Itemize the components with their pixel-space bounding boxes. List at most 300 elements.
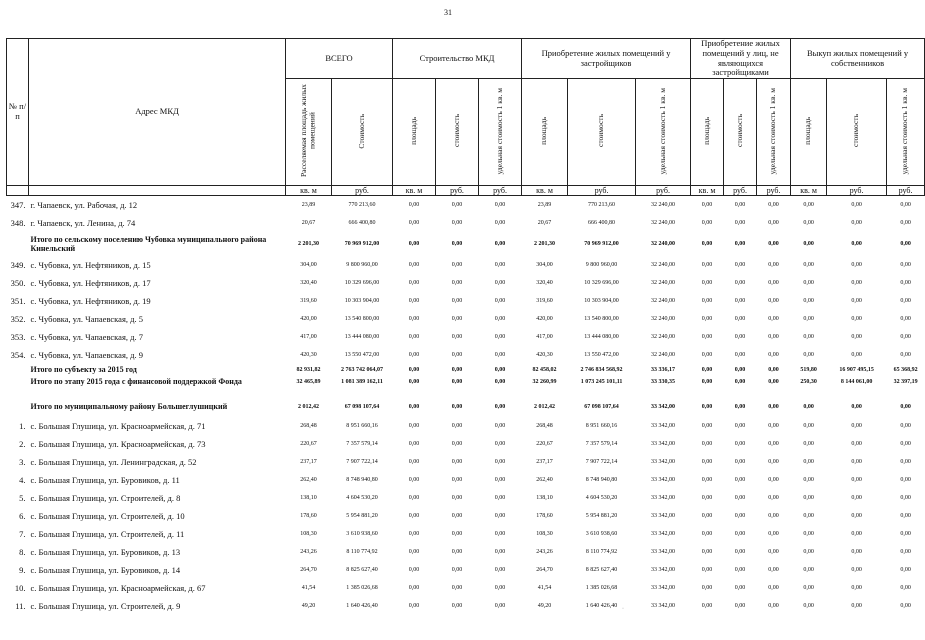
subheader-cost: стоимость xyxy=(568,79,636,186)
row-number: 8. xyxy=(19,547,26,558)
row-value: 0,00 xyxy=(734,202,746,209)
row-value: 0,00 xyxy=(768,513,779,520)
table-row xyxy=(7,417,925,435)
row-value: 70 969 912,00 xyxy=(584,241,619,248)
col-header-address: Адрес МКД xyxy=(29,39,286,186)
row-value: 0,00 xyxy=(734,549,746,556)
row-value: 108,30 xyxy=(536,531,553,538)
row-value: 0,00 xyxy=(494,404,506,411)
row-value: 32 240,00 xyxy=(651,220,676,227)
row-value: 65 368,92 xyxy=(893,367,918,374)
row-value: 23,89 xyxy=(537,202,552,209)
unit-label: руб. xyxy=(568,186,636,196)
row-value: 82 931,82 xyxy=(296,367,321,374)
row-value: 2 012,42 xyxy=(298,404,319,411)
subheader-area: площадь xyxy=(393,79,436,186)
row-value: 0,00 xyxy=(701,495,713,502)
row-value: 0,00 xyxy=(900,298,911,305)
row-value: 0,00 xyxy=(494,262,506,269)
scan-mark: · xyxy=(622,606,624,612)
row-value: 0,00 xyxy=(900,603,911,610)
unit-label: руб. xyxy=(887,186,925,196)
page-number: 31 xyxy=(444,8,452,17)
row-value: 0,00 xyxy=(851,603,862,610)
row-address: Итого по этапу 2015 года с финансовой поддержкой Фонда xyxy=(30,377,242,387)
row-value: 13 550 472,00 xyxy=(584,352,619,359)
table-row xyxy=(7,292,925,310)
row-value: 0,00 xyxy=(701,241,713,248)
group-header-purchase-non-developers: Приобретение жилых помещений у лиц, не являющихся застройщиками xyxy=(691,39,791,79)
unit-label: кв. м xyxy=(522,186,568,196)
row-number: 3. xyxy=(19,457,26,468)
group-header-total: ВСЕГО xyxy=(286,39,393,79)
row-value: 33 342,00 xyxy=(651,531,676,538)
row-number: 350. xyxy=(10,278,26,289)
row-value: 0,00 xyxy=(734,423,746,430)
row-value: 0,00 xyxy=(734,404,746,411)
row-value: 33 330,35 xyxy=(651,379,676,386)
row-value: 33 342,00 xyxy=(651,495,676,502)
row-value: 0,00 xyxy=(451,316,463,323)
row-address: с. Большая Глушица, ул. Буровиков, д. 11 xyxy=(30,475,180,486)
row-value: 0,00 xyxy=(701,567,713,574)
row-value: 0,00 xyxy=(494,334,506,341)
row-value: 0,00 xyxy=(803,241,814,248)
row-value: 0,00 xyxy=(408,367,420,374)
row-value: 0,00 xyxy=(494,567,506,574)
row-value: 33 342,00 xyxy=(651,549,676,556)
row-value: 0,00 xyxy=(494,585,506,592)
row-value: 0,00 xyxy=(803,585,814,592)
row-value: 0,00 xyxy=(494,367,506,374)
subheader-area: площадь xyxy=(791,79,827,186)
row-value: 0,00 xyxy=(803,298,814,305)
row-value: 0,00 xyxy=(701,220,713,227)
row-value: 417,00 xyxy=(536,334,553,341)
row-value: 0,00 xyxy=(768,423,779,430)
row-number: 4. xyxy=(19,475,26,486)
row-value: 0,00 xyxy=(900,316,911,323)
row-value: 0,00 xyxy=(851,404,862,411)
row-value: 0,00 xyxy=(494,441,506,448)
row-value: 420,00 xyxy=(536,316,553,323)
row-value: 0,00 xyxy=(768,334,779,341)
row-value: 0,00 xyxy=(451,567,463,574)
subheader-total-cost: Стоимость xyxy=(332,79,393,186)
row-number: 347. xyxy=(10,200,26,211)
row-value: 237,17 xyxy=(300,459,317,466)
row-value: 0,00 xyxy=(734,585,746,592)
row-value: 0,00 xyxy=(900,549,911,556)
row-value: 10 329 696,00 xyxy=(584,280,619,287)
row-value: 8 110 774,92 xyxy=(585,549,618,556)
row-value: 0,00 xyxy=(734,567,746,574)
row-value: 13 444 080,00 xyxy=(344,334,380,341)
row-value: 0,00 xyxy=(900,334,911,341)
row-value: 82 458,02 xyxy=(532,367,557,374)
row-value: 0,00 xyxy=(768,549,779,556)
row-value: 1 385 026,68 xyxy=(346,585,378,592)
row-value: 0,00 xyxy=(494,423,506,430)
row-value: 0,00 xyxy=(734,441,746,448)
row-number: 9. xyxy=(19,565,26,576)
row-address: с. Чубовка, ул. Нефтяников, д. 15 xyxy=(30,260,151,271)
row-value: 0,00 xyxy=(900,202,911,209)
row-value: 0,00 xyxy=(701,603,713,610)
table-row xyxy=(7,597,925,615)
row-value: 2 012,42 xyxy=(534,404,556,411)
row-value: 32 240,00 xyxy=(651,352,676,359)
row-value: 0,00 xyxy=(803,423,814,430)
row-value: 8 951 660,16 xyxy=(346,423,378,430)
row-value: 0,00 xyxy=(900,477,911,484)
row-value: 33 342,00 xyxy=(651,441,676,448)
row-value: 0,00 xyxy=(851,459,862,466)
row-value: 0,00 xyxy=(701,441,713,448)
row-value: 0,00 xyxy=(494,298,506,305)
unit-blank xyxy=(29,186,286,196)
row-value: 0,00 xyxy=(408,262,420,269)
subheader-unit-cost: удельная стоимость 1 кв. м xyxy=(636,79,691,186)
row-value: 0,00 xyxy=(803,495,814,502)
row-value: 0,00 xyxy=(494,513,506,520)
table-row xyxy=(7,274,925,292)
row-value: 0,00 xyxy=(701,404,713,411)
row-value: 0,00 xyxy=(701,585,713,592)
row-value: 0,00 xyxy=(494,352,506,359)
row-value: 0,00 xyxy=(408,459,420,466)
row-value: 0,00 xyxy=(451,531,463,538)
row-value: 32 465,89 xyxy=(296,379,321,386)
row-value: 0,00 xyxy=(851,585,862,592)
row-value: 770 213,60 xyxy=(588,202,616,209)
row-value: 0,00 xyxy=(408,298,420,305)
row-value: 0,00 xyxy=(851,477,862,484)
row-value: 0,00 xyxy=(494,316,506,323)
group-header-buyout-owners: Выкуп жилых помещений у собственников xyxy=(791,39,925,79)
row-value: 0,00 xyxy=(451,495,463,502)
row-value: 0,00 xyxy=(900,567,911,574)
row-value: 0,00 xyxy=(900,495,911,502)
row-value: 0,00 xyxy=(701,459,713,466)
row-value: 0,00 xyxy=(803,316,814,323)
row-value: 0,00 xyxy=(803,404,814,411)
row-value: 0,00 xyxy=(900,241,911,248)
unit-blank xyxy=(7,186,29,196)
row-value: 0,00 xyxy=(408,603,420,610)
row-address: Итого по сельскому поселению Чубовка муниципального района Кинельский xyxy=(30,234,267,254)
row-value: 32 260,99 xyxy=(532,379,557,386)
row-value: 1 073 245 101,11 xyxy=(580,379,623,386)
row-value: 320,40 xyxy=(300,280,317,287)
row-value: 16 907 495,15 xyxy=(839,367,874,374)
unit-label: руб. xyxy=(479,186,522,196)
row-value: 13 540 800,00 xyxy=(584,316,619,323)
row-value: 178,60 xyxy=(536,513,553,520)
row-value: 33 342,00 xyxy=(651,459,676,466)
subheader-unit-cost: удельная стоимость 1 кв. м xyxy=(479,79,522,186)
row-value: 0,00 xyxy=(851,202,862,209)
row-value: 0,00 xyxy=(734,459,746,466)
unit-label: руб. xyxy=(724,186,757,196)
row-value: 0,00 xyxy=(451,549,463,556)
row-value: 10 329 696,00 xyxy=(344,280,380,287)
table-body xyxy=(7,196,925,616)
row-value: 3 610 938,60 xyxy=(346,531,378,538)
row-value: 0,00 xyxy=(803,459,814,466)
row-value: 0,00 xyxy=(494,603,506,610)
row-value: 268,48 xyxy=(536,423,553,430)
row-value: 0,00 xyxy=(701,334,713,341)
row-value: 0,00 xyxy=(734,262,746,269)
row-value: 0,00 xyxy=(734,280,746,287)
subheader-unit-cost: удельная стоимость 1 кв. м xyxy=(757,79,791,186)
row-value: 0,00 xyxy=(408,585,420,592)
row-value: 1 640 426,40 xyxy=(346,603,378,610)
row-number: 11. xyxy=(15,601,26,612)
row-value: 33 342,00 xyxy=(651,513,676,520)
row-value: 0,00 xyxy=(734,495,746,502)
row-value: 0,00 xyxy=(494,220,506,227)
row-value: 8 748 940,80 xyxy=(346,477,378,484)
row-value: 32 240,00 xyxy=(651,334,676,341)
row-value: 33 342,00 xyxy=(651,423,676,430)
unit-label: кв. м xyxy=(691,186,724,196)
row-value: 32 240,00 xyxy=(651,202,676,209)
row-value: 0,00 xyxy=(451,298,463,305)
row-value: 0,00 xyxy=(408,404,420,411)
row-number: 5. xyxy=(19,493,26,504)
row-value: 0,00 xyxy=(851,423,862,430)
row-value: 138,10 xyxy=(536,495,553,502)
table-row xyxy=(7,561,925,579)
row-value: 32 397,19 xyxy=(893,379,918,386)
row-value: 319,60 xyxy=(536,298,553,305)
row-value: 8 825 627,40 xyxy=(585,567,618,574)
row-value: 41,54 xyxy=(301,585,316,592)
row-value: 0,00 xyxy=(851,334,862,341)
row-value: 9 800 960,00 xyxy=(585,262,618,269)
row-value: 0,00 xyxy=(701,423,713,430)
row-value: 0,00 xyxy=(451,334,463,341)
row-value: 0,00 xyxy=(494,549,506,556)
row-value: 0,00 xyxy=(701,477,713,484)
row-address: г. Чапаевск, ул. Рабочая, д. 12 xyxy=(30,200,138,211)
row-value: 0,00 xyxy=(803,334,814,341)
row-value: 0,00 xyxy=(451,423,463,430)
row-value: 0,00 xyxy=(408,549,420,556)
subheader-area: площадь xyxy=(522,79,568,186)
row-value: 0,00 xyxy=(768,280,779,287)
row-value: 0,00 xyxy=(768,202,779,209)
row-value: 32 240,00 xyxy=(651,298,676,305)
row-value: 0,00 xyxy=(900,585,911,592)
row-value: 0,00 xyxy=(851,220,862,227)
row-value: 0,00 xyxy=(494,379,506,386)
row-value: 0,00 xyxy=(701,262,713,269)
row-value: 0,00 xyxy=(408,423,420,430)
row-value: 0,00 xyxy=(734,379,746,386)
row-value: 220,67 xyxy=(536,441,553,448)
row-value: 0,00 xyxy=(408,495,420,502)
row-value: 0,00 xyxy=(768,585,779,592)
row-value: 0,00 xyxy=(768,262,779,269)
row-value: 7 907 722,14 xyxy=(585,459,618,466)
total-row xyxy=(7,397,925,417)
row-value: 2 201,30 xyxy=(534,241,556,248)
row-value: 0,00 xyxy=(451,477,463,484)
row-value: 0,00 xyxy=(494,495,506,502)
row-value: 13 550 472,00 xyxy=(344,352,380,359)
row-address: с. Большая Глушица, ул. Строителей, д. 8 xyxy=(30,493,181,504)
row-value: 2 763 742 064,07 xyxy=(341,367,383,374)
table-row xyxy=(7,489,925,507)
row-value: 32 240,00 xyxy=(651,316,676,323)
row-value: 0,00 xyxy=(451,603,463,610)
row-value: 0,00 xyxy=(408,220,420,227)
row-value: 108,30 xyxy=(300,531,317,538)
row-value: 0,00 xyxy=(851,441,862,448)
row-value: 0,00 xyxy=(408,379,420,386)
subheader-area: площадь xyxy=(691,79,724,186)
row-value: 33 342,00 xyxy=(651,585,676,592)
row-number xyxy=(7,364,29,376)
row-value: 0,00 xyxy=(451,262,463,269)
row-value: 0,00 xyxy=(803,262,814,269)
row-value: 9 800 960,00 xyxy=(346,262,378,269)
unit-label: кв. м xyxy=(393,186,436,196)
row-value: 243,26 xyxy=(536,549,553,556)
row-value: 420,00 xyxy=(300,316,317,323)
row-value: 0,00 xyxy=(451,367,463,374)
row-value: 0,00 xyxy=(408,280,420,287)
unit-label: руб. xyxy=(332,186,393,196)
row-address: с. Большая Глушица, ул. Буровиков, д. 14 xyxy=(30,565,181,576)
row-number: 7. xyxy=(19,529,26,540)
row-value: 0,00 xyxy=(900,513,911,520)
row-value: 0,00 xyxy=(803,513,814,520)
row-number: 10. xyxy=(14,583,26,594)
row-value: 0,00 xyxy=(768,352,779,359)
row-value: 0,00 xyxy=(451,459,463,466)
row-value: 0,00 xyxy=(803,549,814,556)
row-value: 237,17 xyxy=(536,459,553,466)
row-address: с. Чубовка, ул. Нефтяников, д. 19 xyxy=(30,296,151,307)
unit-label: руб. xyxy=(436,186,479,196)
row-value: 0,00 xyxy=(701,549,713,556)
row-value: 0,00 xyxy=(851,280,862,287)
unit-label: кв. м xyxy=(791,186,827,196)
row-value: 20,67 xyxy=(537,220,552,227)
row-address: с. Большая Глушица, ул. Красноармейская, д. 73 xyxy=(30,439,206,450)
row-value: 220,67 xyxy=(300,441,317,448)
row-value: 8 825 627,40 xyxy=(346,567,378,574)
row-value: 7 357 579,14 xyxy=(585,441,618,448)
row-value: 0,00 xyxy=(451,220,463,227)
row-value: 33 342,00 xyxy=(651,477,676,484)
row-value: 8 144 061,00 xyxy=(840,379,873,386)
row-value: 0,00 xyxy=(451,513,463,520)
table-row xyxy=(7,310,925,328)
row-value: 0,00 xyxy=(900,423,911,430)
row-value: 0,00 xyxy=(851,567,862,574)
row-value: 0,00 xyxy=(701,367,713,374)
row-value: 0,00 xyxy=(408,567,420,574)
row-value: 0,00 xyxy=(803,352,814,359)
row-value: 0,00 xyxy=(494,531,506,538)
row-value: 0,00 xyxy=(494,477,506,484)
row-value: 0,00 xyxy=(900,531,911,538)
row-value: 0,00 xyxy=(408,352,420,359)
row-value: 0,00 xyxy=(803,280,814,287)
row-value: 0,00 xyxy=(768,567,779,574)
table-row xyxy=(7,328,925,346)
row-value: 0,00 xyxy=(734,316,746,323)
row-address: с. Большая Глушица, ул. Буровиков, д. 13 xyxy=(30,547,181,558)
row-value: 420,30 xyxy=(300,352,317,359)
row-number: 354. xyxy=(10,350,26,361)
row-value: 0,00 xyxy=(701,298,713,305)
row-value: 0,00 xyxy=(768,495,779,502)
row-value: 33 342,00 xyxy=(651,404,676,411)
row-value: 0,00 xyxy=(451,404,463,411)
table-row xyxy=(7,579,925,597)
row-address: с. Большая Глушица, ул. Красноармейская, д. 71 xyxy=(30,421,206,432)
row-value: 0,00 xyxy=(900,220,911,227)
row-value: 49,20 xyxy=(301,603,316,610)
row-value: 0,00 xyxy=(768,220,779,227)
unit-label: руб. xyxy=(757,186,791,196)
table-row xyxy=(7,214,925,232)
row-value: 0,00 xyxy=(851,352,862,359)
table-row xyxy=(7,256,925,274)
table-row xyxy=(7,507,925,525)
row-value: 304,00 xyxy=(300,262,317,269)
row-value: 32 240,00 xyxy=(651,280,676,287)
row-value: 0,00 xyxy=(701,531,713,538)
subheader-cost: стоимость xyxy=(436,79,479,186)
row-value: 3 610 938,60 xyxy=(585,531,618,538)
row-value: 666 400,80 xyxy=(348,220,376,227)
row-value: 5 954 881,20 xyxy=(585,513,618,520)
row-value: 10 303 904,00 xyxy=(584,298,619,305)
row-number: 2. xyxy=(19,439,26,450)
subheader-unit-cost: удельная стоимость 1 кв. м xyxy=(887,79,925,186)
row-value: 0,00 xyxy=(451,280,463,287)
row-value: 49,20 xyxy=(537,603,552,610)
row-value: 33 336,17 xyxy=(651,367,676,374)
row-address: с. Большая Глушица, ул. Строителей, д. 9 xyxy=(30,601,181,612)
row-value: 0,00 xyxy=(768,379,779,386)
row-value: 0,00 xyxy=(734,367,746,374)
row-value: 8 951 660,16 xyxy=(585,423,618,430)
row-value: 0,00 xyxy=(408,241,420,248)
row-value: 0,00 xyxy=(851,316,862,323)
row-value: 0,00 xyxy=(803,220,814,227)
row-value: 320,40 xyxy=(536,280,553,287)
row-value: 1 385 026,68 xyxy=(585,585,618,592)
row-address: Итого по субъекту за 2015 год xyxy=(30,365,137,375)
row-value: 2 746 834 568,92 xyxy=(580,367,623,374)
total-row xyxy=(7,364,925,376)
subheader-cost: стоимость xyxy=(724,79,757,186)
table-row xyxy=(7,346,925,364)
unit-label: кв. м xyxy=(286,186,332,196)
row-value: 20,67 xyxy=(301,220,316,227)
row-value: 770 213,60 xyxy=(348,202,376,209)
row-value: 0,00 xyxy=(734,334,746,341)
row-number: 6. xyxy=(19,511,26,522)
